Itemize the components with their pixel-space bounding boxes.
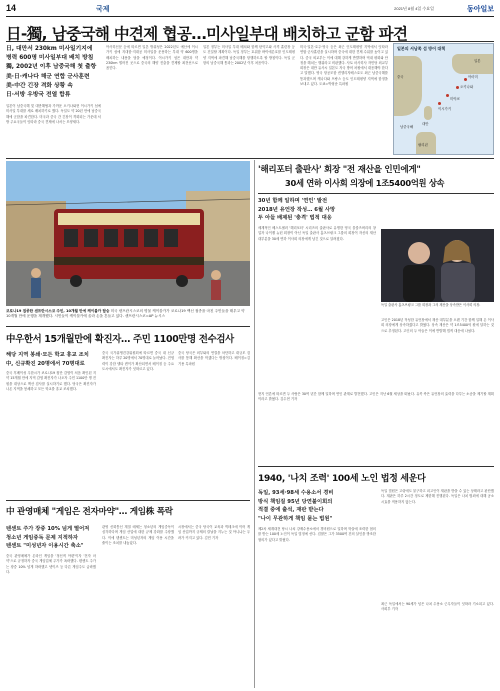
section-label: 국제: [96, 6, 110, 13]
story3-rule: [6, 326, 250, 327]
story2-deck: 30세 연하 이사회 의장에 1조5400억원 상속: [285, 178, 445, 188]
story5-subhead: "나이 무관하게 책임 묻는 법원": [258, 515, 333, 522]
main-body-col5: 사토 마사히사 자민당 외교부회장은 대만 유사시 일본도 자국 방어 차원에서 대응해야 한다고 말했다. 영국 항공모함 퀸엘리자베스호도 최근 남중국해를 통과했으며 캐나다와 프랑스 등도 인도태평양 지역에 함정을 보내고 있다. 도쿄=박형준 특파원: [300, 60, 388, 87]
story3-body-col3: 중국 당국은 외부와의 연결을 차단하고 대규모 검사를 통해 확산을 막겠다는 방침이다. 베이징=김기용 특파원: [178, 351, 250, 366]
story5-body-col1: 제2차 세계대전 당시 나치 강제수용소에서 경비원으로 일하며 학살에 조력한 혐의를 받는 100세 노인이 독일 법정에 선다. 검찰은 그가 3500여 건의 살인을 방조한 혐의가 있다고 밝혔다.: [258, 527, 376, 542]
portrait-illustration: [381, 229, 494, 302]
story4-subhead: 텐센트 "미성년자 이용시간 축소": [6, 543, 84, 550]
map-land-taiwan: [424, 106, 432, 120]
map-land-japan: [452, 54, 494, 74]
main-body-col4: 미국·일본·호주·영국 등은 최근 인도태평양 지역에서 잇따라 연합 군사훈련을 실시하며 중국에 대한 견제 수위를 높이고 있다. 중국 외교부는 이에 대해 강하게 반발하며 역내 평화와 안정을 해치는 행위라고 비판했다. 사토 마사히사 자민당 외교부회장은 대만 유사시 일본도 자국 방어 차원에서 대응해야 한다고 말했다. 영국 항공모함 퀸엘리자베스호도 최근 남중국해를 통과했으며 캐나다와 프랑스 등도 인도태평양 지역에 함정을 보내고 있다. 도쿄=박형준 특파원: [300, 45, 388, 87]
map-marker: [456, 86, 459, 89]
story4-body-col3: 시장에서는 중국 당국이 교육과 빅테크에 이어 게임 산업까지 규제의 칼날을 겨누는 것 아니냐는 우려가 커지고 있다. 김민 기자: [178, 525, 250, 540]
map-label: 아마미: [468, 75, 478, 79]
photo-caption-title: 코로나19 접종한 샌프란시스코 주민, 10개월 만에 케이블카 탑승: [6, 309, 110, 313]
map-graphic: [393, 43, 494, 155]
story5-body-col2: 독일 법원은 고령에도 불구하고 피고인이 재판을 받을 수 있는 상태라고 판단했다. 재판은 하루 2시간 정도로 제한해 진행된다. 독일은 나치 범죄에 대해 공소시효를 적용하지 않는다.: [381, 489, 494, 504]
headline-rule: [6, 41, 494, 42]
story4-subhead: 텐센트 주가 장중 10% 넘게 떨어져: [6, 526, 90, 532]
story3-subheads: [6, 351, 101, 368]
map-title: 일본의 서남쪽 섬 방어 대책: [397, 46, 446, 51]
photo-caption: [6, 309, 250, 319]
story2-rule: [258, 193, 494, 194]
story5-subhead: 적결 중에 출석, 재판 받는다: [258, 507, 324, 514]
story4-subheads: [6, 525, 101, 551]
story3-body-col2: 중국 국가위생건강위원회에 따르면 중국 내 신규 확진자는 하루 20명에서 70명대로 늘어났다. 전염력이 강한 델타 변이가 확산되면서 베이징 등 주요 도시에서도 확진자가 잇따르고 있다.: [102, 351, 174, 371]
map-label: 필리핀: [418, 143, 428, 147]
story2-body-col4: 현지 언론에 따르면 두 사람은 30여 년간 함께 일하며 연인 관계로 발전했다. 고인은 지난 6월 세상을 떠났다. 유족 측은 유언장의 효력을 다투는 소송을 제기할 계획이라고 밝혔다. 김수현 기자: [258, 392, 494, 402]
story5-subhead: 독일, 93세·98세 수용소서 경비: [258, 490, 334, 496]
map-label: 중국: [397, 75, 404, 79]
main-body-col2: 아사히신문 등에 따르면 일본 방위성은 2022년도 예산에 이시가키 섬에 지대함·지대공 미사일을 운용하는 부대 약 600명을 배치하는 내용을 담을 예정이다. 이시가키 섬은 대만과 약 230km 떨어진 곳으로 중국의 해양 진출을 견제할 최전선으로 꼽힌다.: [106, 45, 198, 71]
main-subhead: 日, 대만서 230km 미사일기지에: [6, 46, 93, 52]
paper-logo: 동아일보: [466, 6, 494, 13]
map-label: 일본: [474, 59, 481, 63]
map-marker: [438, 102, 441, 105]
story2-subhead: 30년 함께 일하며 '연인' 발전: [258, 198, 328, 204]
main-subhead: 병력 600명 미사일부대 배치 방침: [6, 55, 94, 62]
story4-rule: [6, 500, 250, 501]
story2-headline: '해리포터 출판사' 회장 "전 재산을 인민에게": [258, 165, 421, 175]
story5-subhead: 방식 책임질 95년 당연불이회의: [258, 498, 333, 505]
portrait-photo: [381, 229, 494, 302]
map-marker: [446, 94, 449, 97]
map-label: 이시가키: [438, 107, 452, 111]
map-label: 미야코: [450, 97, 460, 101]
page-number: 14: [6, 3, 17, 13]
portrait-caption: 독일 출판사 홀츠브링크 그룹 회장과 그의 재산을 상속받은 이사회 의장.: [381, 303, 481, 307]
main-subhead: 日·서방 우방국 전열 합류: [6, 92, 71, 99]
story5-rule: [258, 466, 494, 467]
main-subhead: 美·日·캐나다 해군 연합 군사훈련: [6, 73, 90, 80]
story2-body-col1: 세계적인 베스트셀러 '해리포터' 시리즈의 출판사로 유명한 영국 블룸즈버리의 창업자 나이젤 뉴턴 회장이 아닌 독일 출판사 홀츠브링크 그룹의 회장이 자신의 재산 대부분을 30세 연하 이사회 의장에게 남긴 것으로 알려졌다.: [258, 226, 376, 241]
story5-body-col3: 최근 독일에서는 90세가 넘은 나치 수용소 근무자들이 잇따라 기소되고 있다. 사회부 기자: [381, 602, 494, 612]
story5-subheads: [258, 489, 376, 523]
story4-body-col1: 중국 관영매체가 온라인 게임을 '정신적 아편'이자 '전자 마약'으로 규정하자 중국 게임업체 주가가 폭락했다. 텐센트 주가는 장중 10% 넘게 하락했고 넷이즈 등 다른 게임주도 급락했다.: [6, 554, 96, 574]
masthead: [6, 3, 494, 17]
main-body-col3: 일본 정부는 미사일 부대 배치와 함께 탄약고와 사격 훈련장 등도 건설할 계획이다. 독일 정부는 호위함 바이에른호를 인도태평양 지역에 파견해 남중국해를 항행하도록 할 방침이다. 독일 군함의 남중국해 통과는 2002년 이후 처음이다.: [203, 45, 295, 65]
story2-body-col2: 고인은 2018년 작성한 유언장에서 재산 대부분을 오랜 기간 함께 일해 온 이사회 의장에게 상속하겠다고 밝혔다. 상속 재산은 약 1조5400억 원에 달하는 것으로 추정된다. 고인의 두 아들은 이에 반발해 법적 대응에 나섰다.: [381, 318, 494, 333]
main-subhead: 美-中간 긴장 격화 상황 속: [6, 82, 73, 89]
cable-car-photo: [6, 161, 250, 306]
main-body-col1: 일본이 남중국해 및 대만해협과 가까운 오키나와현 이시가키 섬에 미사일 부대를 새로 배치하기로 했다. 독일도 약 20년 만에 남중국해에 군함을 파견한다. 미국과 중국 간 긴장이 격화되는 가운데 서방 주요국들이 잇따라 중국 견제에 나서는 모양새다.: [6, 104, 101, 124]
story3-body-col1: 중국 후베이성 우한시가 코로나19 집단 감염이 처음 확인된 지 약 15개월 만에 지역 감염 확진자가 나오자 주민 1100만 명 전원을 대상으로 핵산 검사를 실시하기로 했다. 당국은 확진자가 나온 지역을 봉쇄하고 모든 학교를 휴교 조치했다.: [6, 371, 96, 391]
map-label: 남중국해: [400, 125, 414, 129]
story3-subhead: 中, 신규확진 20명에서 70명대로: [6, 360, 85, 367]
story3-subhead: 해당 지역 봉쇄·모든 학교 휴교 조치: [6, 352, 89, 358]
story4-body-col2: 관영 신화통신 계열 매체는 청소년의 게임중독이 심각하다며 게임 산업에 대한 규제 강화를 주장했다. 이에 텐센트는 미성년자의 게임 이용 시간을 줄이는 조치를 내놓았다.: [102, 525, 174, 545]
issue-date: 2021년 8월 4일 수요일: [394, 6, 434, 11]
map-label: 오키나와: [460, 85, 474, 89]
story3-headline: 中우한서 15개월만에 확진자… 주민 1100만명 전수검사: [6, 334, 234, 345]
cable-car-illustration: [6, 161, 250, 306]
story2-subhead: 두 아들 배제된 '충격' 법적 대응: [258, 215, 332, 222]
map-land-china: [394, 56, 422, 116]
map-marker: [464, 78, 467, 81]
main-headline: 日-獨, 남중국해 中견제 협공…미사일부대 배치하고 군함 파견: [6, 25, 408, 43]
main-subhead: 獨, 2002년 이후 남중국해 첫 출항: [6, 64, 97, 71]
story5-headline: 1940, '나치 조력' 100세 노인 법정 세운다: [258, 474, 426, 484]
story2-subhead: 2018년 유언장 작성… 6월 사망: [258, 206, 336, 213]
map-label: 대만: [422, 122, 429, 126]
photo-caption-text: 미국 샌프란시스코의 명물 케이블카가 코로나19 백신 접종을 마친 주민들을 태우고 약 10개월 만에 운행을 재개했다. 시민들이 케이블카에 올라 손을 흔들고 있다. 샌프란시스코=AP 뉴시스: [6, 309, 245, 319]
story4-subhead: 청소년 게임중독 문제 지적하자: [6, 534, 79, 541]
section-rule: [6, 158, 494, 159]
story4-headline: 中 관영매체 "게임은 전자마약"… 게임株 폭락: [6, 507, 173, 517]
main-subheads: [6, 45, 101, 100]
story2-subheads: [258, 197, 376, 223]
